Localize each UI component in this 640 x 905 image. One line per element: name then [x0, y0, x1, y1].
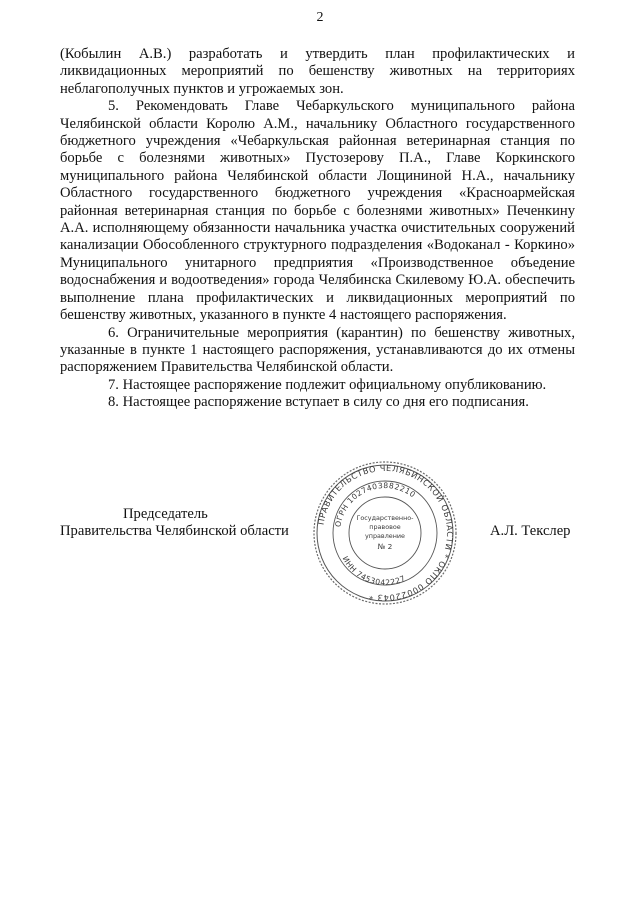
signatory-title-line2: Правительства Челябинской области: [60, 523, 289, 540]
document-body: [60, 46, 575, 412]
page-number: 2: [316, 10, 324, 25]
paragraph-item-5: 5. Рекомендовать Главе Чебаркульского муниципального района Челябинской области Королю А.М., начальнику Областного государственного бюджетного учреждения «Чебаркульская районная ветеринарная станция по борьбе с болезнями животных» Пустозерову П.А., Главе Коркинского муниципального района Челябинской области Лощининой Н.А., начальнику Областного государственного бюджетного учреждения «Красноармейская районная ветеринарная станция по борьбе с болезнями животных» Печенкину А.А. исполняющему обязанности начальника участка очистительных сооружений канализации Обособленного структурного подразделения «Водоканал - Коркино» Муниципального унитарного предприятия «Производственное объедение водоснабжения и водоотведения» города Челябинска Скилевому Ю.А. обеспечить выполнение плана профилактических и ликвидационных мероприятий по бешенству животных, указанного в пункте 4 настоящего распоряжения.: [60, 98, 575, 324]
official-seal: [310, 458, 460, 608]
signatory-title: [60, 506, 300, 541]
signatory-title-line1: Председатель: [123, 506, 208, 522]
seal-inner-line1: Государственно-: [356, 514, 414, 522]
seal-outer-text: ПРАВИТЕЛЬСТВО ЧЕЛЯБИНСКОЙ ОБЛАСТИ * ОКПО 00022043 *: [315, 462, 456, 604]
seal-inner-line3: управление: [365, 532, 405, 540]
seal-inner-line4: № 2: [377, 542, 393, 551]
paragraph-item-6: 6. Ограничительные мероприятия (карантин) по бешенству животных, указанные в пункте 1 настоящего распоряжения, устанавливаются до их отмены распоряжением Правительства Челябинской области.: [60, 324, 575, 376]
svg-text:ИНН 7453042227: [341, 555, 407, 587]
paragraph-continuation: (Кобылин А.В.) разработать и утвердить план профилактических и ликвидационных мероприятий по бешенству животных на территориях неблагополучных пунктов и угрожаемых зон.: [60, 46, 575, 97]
seal-inn-text: ИНН 7453042227: [340, 554, 407, 588]
signatory-name: А.Л. Текслер: [490, 523, 571, 539]
paragraph-item-7: 7. Настоящее распоряжение подлежит официальному опубликованию.: [108, 376, 547, 393]
paragraph-item-8: 8. Настоящее распоряжение вступает в силу со дня его подписания.: [108, 394, 529, 411]
seal-inner-line2: правовое: [369, 523, 401, 531]
seal-ogrn-text: ОГРН 1027403882210: [333, 480, 418, 528]
